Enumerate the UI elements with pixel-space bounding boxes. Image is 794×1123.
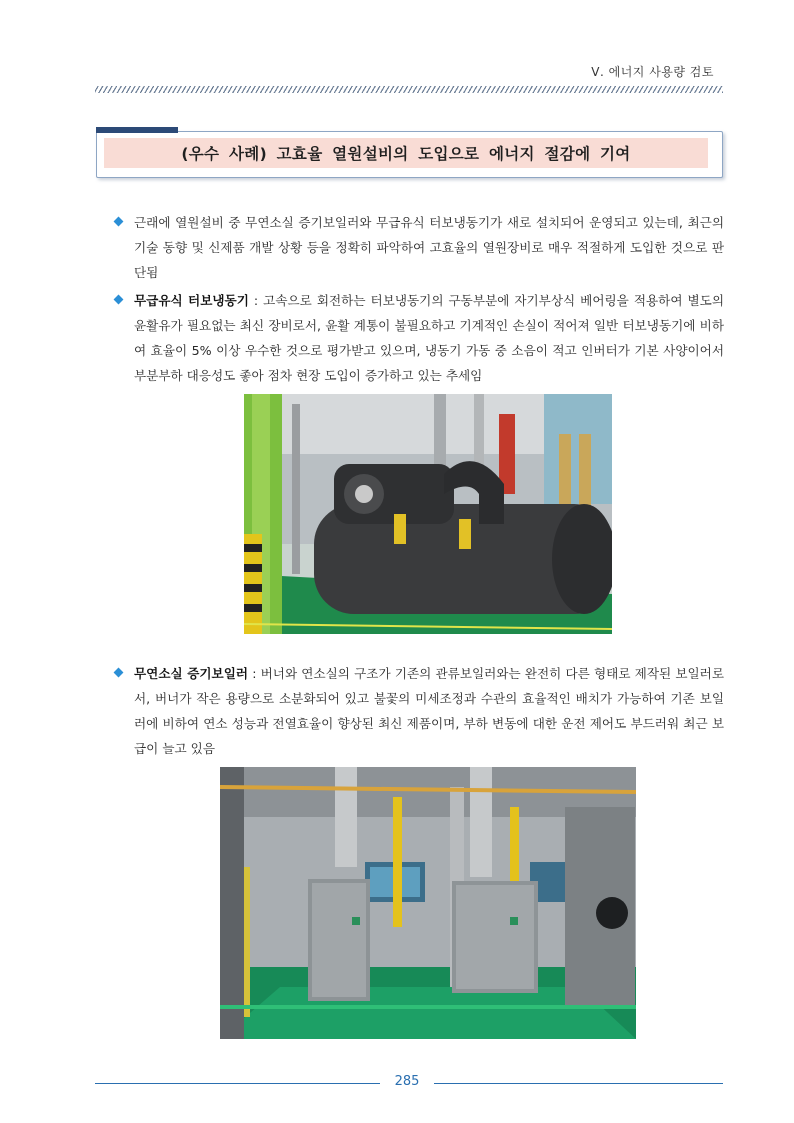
bullet-turbo-chiller bbox=[118, 288, 724, 388]
footer-rule-right bbox=[434, 1083, 723, 1084]
bullet-term: 무급유식 터보냉동기 bbox=[134, 293, 249, 308]
running-header: Ⅴ. 에너지 사용량 검토 bbox=[591, 65, 714, 79]
bullet-steam-boiler bbox=[118, 661, 724, 761]
bullet-term: 무연소실 증기보일러 bbox=[134, 666, 249, 681]
header-hatch-divider bbox=[95, 86, 723, 93]
footer-rule-left bbox=[95, 1083, 380, 1084]
title-tab-accent bbox=[96, 127, 178, 133]
turbo-chiller-photo bbox=[244, 394, 612, 634]
bullet-body: 근래에 열원설비 중 무연소실 증기보일러와 무급유식 터보냉동기가 새로 설치되어 운영되고 있는데, 최근의 기술 동향 및 신제품 개발 상황 등을 정확히 파악하여 고효율의 열원장비로 매우 적절하게 도입한 것으로 판단됨 bbox=[134, 215, 724, 280]
title-banner bbox=[104, 138, 708, 168]
bullet-intro bbox=[118, 210, 724, 285]
bullet-body: : 버너와 연소실의 구조가 기존의 관류보일러와는 완전히 다른 형태로 제작된 보일러로서, 버너가 작은 용량으로 소분화되어 있고 불꽃의 미세조정과 수관의 효율적인 배치가 가능하여 기존 보일러에 비하여 연소 성능과 전열효율이 향상된 최신 제품이며, 부하 변동에 대한 운전 제어도 부드러워 최근 보급이 늘고 있음 bbox=[134, 666, 724, 756]
bullet-body: : 고속으로 회전하는 터보냉동기의 구동부분에 자기부상식 베어링을 적용하여 별도의 윤활유가 필요없는 최신 장비로서, 윤활 계통이 불필요하고 기계적인 손실이 적어져 일반 터보냉동기에 비하여 효율이 5% 이상 우수한 것으로 평가받고 있으며, 냉동기 가동 중 소음이 적고 인버터가 기본 사양이어서 부분부하 대응성도 좋아 점차 현장 도입이 증가하고 있는 추세임 bbox=[134, 293, 724, 383]
page-number: 285 bbox=[394, 1074, 420, 1089]
title-text: (우수 사례) 고효율 열원설비의 도입으로 에너지 절감에 기여 bbox=[181, 145, 631, 163]
steam-boiler-photo bbox=[220, 767, 636, 1039]
